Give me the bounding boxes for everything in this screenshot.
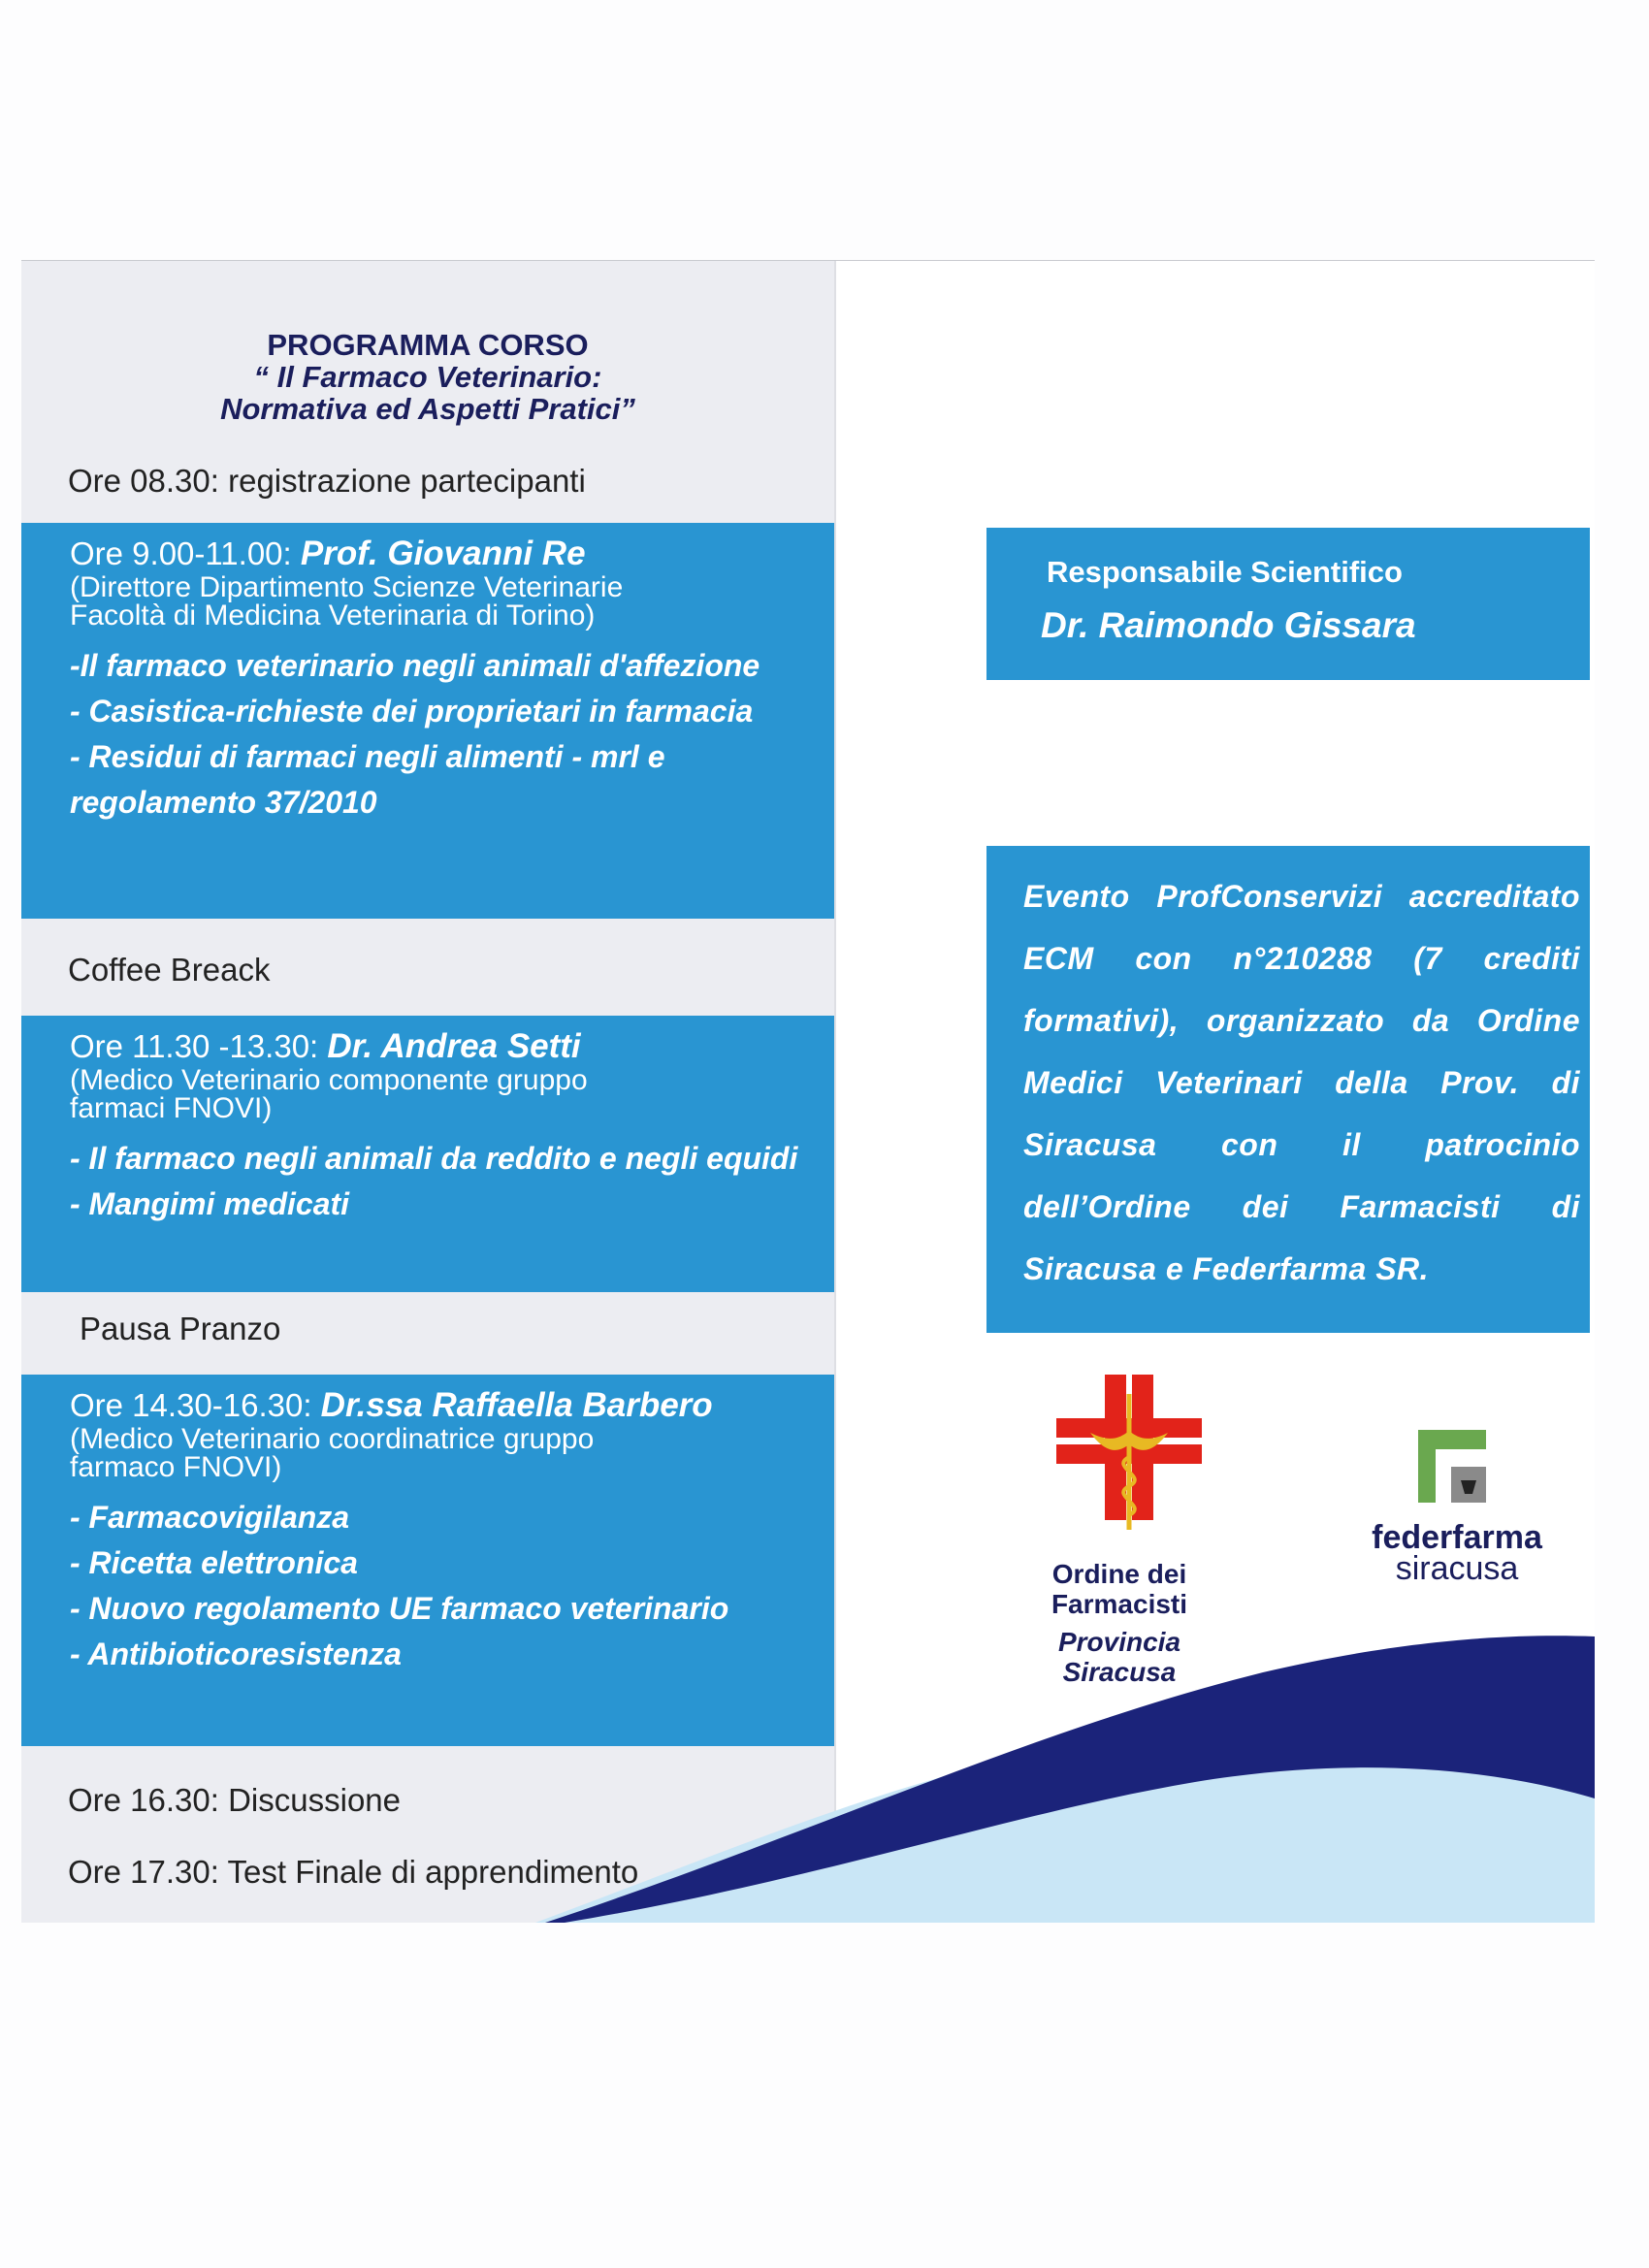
program-subtitle-line2: Normativa ed Aspetti Pratici” bbox=[220, 392, 635, 426]
session3-time: Ore 14.30-16.30: bbox=[70, 1387, 321, 1423]
responsible-title: Responsabile Scientifico bbox=[1047, 555, 1403, 589]
federfarma-logo bbox=[1418, 1430, 1486, 1503]
caduceus-cross-icon bbox=[1056, 1375, 1202, 1539]
event-info-box bbox=[986, 846, 1590, 1333]
session1-affiliation-line2: Facoltà di Medicina Veterinaria di Torino) bbox=[70, 599, 596, 632]
ordine-farmacisti-logo bbox=[1056, 1375, 1202, 1539]
program-heading: PROGRAMMA CORSO bbox=[267, 328, 589, 362]
session1-time: Ore 9.00-11.00: bbox=[70, 535, 301, 571]
event-info-text: Evento ProfConservizi accreditato ECM con n°210288 (7 crediti formativi), organizzato da Ordine Medici Veterinari della Prov. di Siracusa con il patrocinio dell’Ordine dei Farmacisti di Siracusa e Federfarma SR. bbox=[1023, 879, 1580, 1286]
session2-speaker: Dr. Andrea Setti bbox=[327, 1027, 581, 1065]
session2-affiliation-line1: (Medico Veterinario componente gruppo bbox=[70, 1064, 588, 1096]
session1-topic: - Residui di farmaci negli alimenti - mrl e regolamento 37/2010 bbox=[70, 739, 665, 820]
discussion-row: Ore 16.30: Discussione bbox=[68, 1782, 402, 1818]
program-subtitle-line1: “ Il Farmaco Veterinario: bbox=[253, 360, 602, 394]
session3-topic: - Nuovo regolamento UE farmaco veterinario bbox=[70, 1591, 729, 1626]
session3-affiliation-line1: (Medico Veterinario coordinatrice gruppo bbox=[70, 1423, 595, 1455]
federfarma-line1: federfarma bbox=[1372, 1519, 1542, 1556]
registration-row: Ore 08.30: registrazione partecipanti bbox=[68, 463, 586, 499]
coffee-break-row: Coffee Breack bbox=[68, 952, 271, 988]
session3-topic: - Ricetta elettronica bbox=[70, 1545, 358, 1580]
ordine-line4: Siracusa bbox=[1062, 1657, 1177, 1687]
ordine-line2: Farmacisti bbox=[1051, 1589, 1188, 1619]
session3-topic: - Antibioticoresistenza bbox=[70, 1636, 402, 1671]
brochure-sheet bbox=[21, 260, 1595, 1923]
session3-affiliation-line2: farmaco FNOVI) bbox=[70, 1451, 282, 1483]
federfarma-logo-text bbox=[1341, 1519, 1573, 1587]
federfarma-line2: siracusa bbox=[1395, 1550, 1519, 1587]
ordine-logo-text bbox=[1022, 1559, 1216, 1687]
session3-speaker: Dr.ssa Raffaella Barbero bbox=[320, 1386, 713, 1424]
session1-speaker: Prof. Giovanni Re bbox=[300, 535, 586, 572]
session3-topic: - Farmacovigilanza bbox=[70, 1500, 350, 1535]
federfarma-square-icon bbox=[1418, 1430, 1486, 1503]
responsible-name: Dr. Raimondo Gissara bbox=[1041, 605, 1416, 645]
session2-affiliation-line2: farmaci FNOVI) bbox=[70, 1092, 273, 1124]
session2-topic: - Il farmaco negli animali da reddito e negli equidi bbox=[70, 1141, 798, 1176]
lunch-break-row: Pausa Pranzo bbox=[80, 1311, 281, 1346]
session1-affiliation-line1: (Direttore Dipartimento Scienze Veterinarie bbox=[70, 571, 624, 603]
final-test-row: Ore 17.30: Test Finale di apprendimento bbox=[68, 1854, 639, 1890]
session1-topic: - Casistica-richieste dei proprietari in farmacia bbox=[70, 694, 754, 729]
ordine-line1: Ordine dei bbox=[1051, 1559, 1187, 1589]
session1-topic: -Il farmaco veterinario negli animali d'affezione bbox=[70, 648, 760, 683]
ordine-line3: Provincia bbox=[1057, 1627, 1181, 1657]
session2-time: Ore 11.30 -13.30: bbox=[70, 1028, 328, 1064]
session2-topic: - Mangimi medicati bbox=[70, 1186, 350, 1221]
responsible-box bbox=[986, 528, 1590, 680]
